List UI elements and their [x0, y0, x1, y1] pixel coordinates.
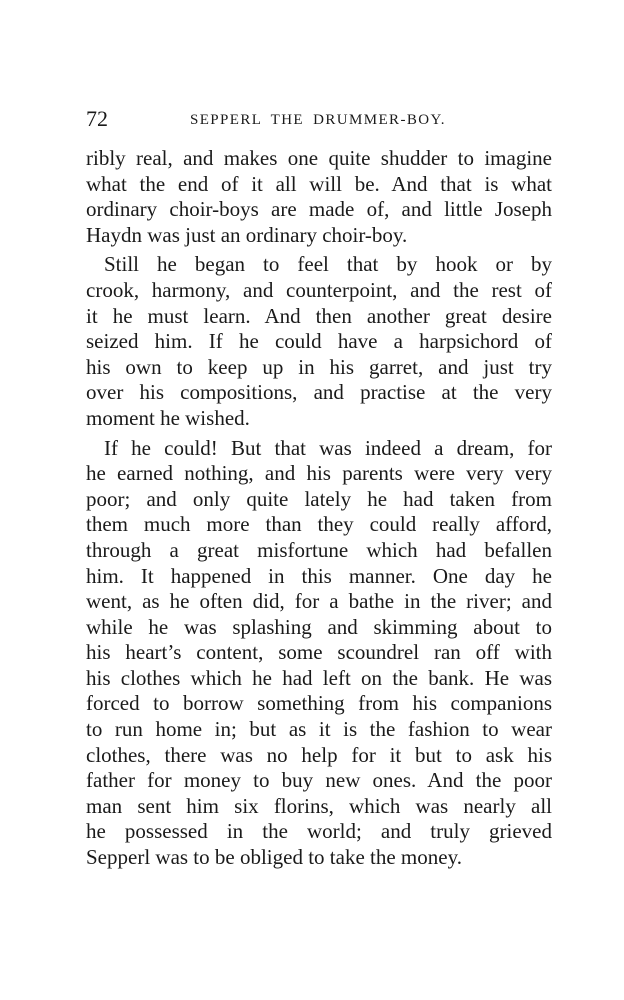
text-line: his heart’s content, some scoundrel ran off with	[86, 640, 552, 665]
text-line: his clothes which he had left on the bank. He was	[86, 665, 552, 690]
text-line: went, as he often did, for a bathe in the river; and	[86, 589, 552, 614]
text-line: over his compositions, and practise at the very	[86, 380, 552, 405]
text-line: it he must learn. And then another great desire	[86, 303, 552, 328]
text-line: clothes, there was no help for it but to ask his	[86, 742, 552, 767]
text-line: father for money to buy new ones. And the poor	[86, 768, 552, 793]
body-text	[86, 146, 552, 875]
text-line: to run home in; but as it is the fashion to wear	[86, 717, 552, 742]
text-line: man sent him six florins, which was nearly all	[86, 793, 552, 818]
paragraph-2	[86, 252, 552, 431]
paragraph-1	[86, 146, 552, 248]
text-line: forced to borrow something from his companions	[86, 691, 552, 716]
paragraph-3	[86, 436, 552, 871]
text-line: Sepperl was to be obliged to take the money.	[86, 845, 462, 870]
text-line: him. It happened in this manner. One day he	[86, 563, 552, 588]
text-line: them much more than they could really afford,	[86, 512, 552, 537]
text-line: poor; and only quite lately he had taken from	[86, 486, 552, 511]
running-head	[86, 104, 552, 134]
text-line: while he was splashing and skimming about to	[86, 614, 552, 639]
page-number: 72	[86, 106, 108, 131]
text-line: moment he wished.	[86, 405, 250, 430]
text-line: what the end of it all will be. And that is what	[86, 171, 552, 196]
text-line: ordinary choir-boys are made of, and little Joseph	[86, 197, 552, 222]
text-line: Still he began to feel that by hook or by	[104, 252, 552, 277]
text-line: seized him. If he could have a harpsichord of	[86, 329, 552, 354]
text-line: crook, harmony, and counterpoint, and the rest of	[86, 277, 552, 302]
text-line: ribly real, and makes one quite shudder to imagine	[86, 146, 552, 170]
text-line: If he could! But that was indeed a dream, for	[104, 435, 552, 460]
text-line: Haydn was just an ordinary choir-boy.	[86, 222, 408, 247]
text-line: he possessed in the world; and truly grieved	[86, 819, 552, 844]
text-line: his own to keep up in his garret, and just try	[86, 354, 552, 379]
text-line: through a great misfortune which had befallen	[86, 537, 552, 562]
text-line: he earned nothing, and his parents were very very	[86, 461, 552, 486]
running-title: SEPPERL THE DRUMMER-BOY.	[190, 112, 446, 128]
